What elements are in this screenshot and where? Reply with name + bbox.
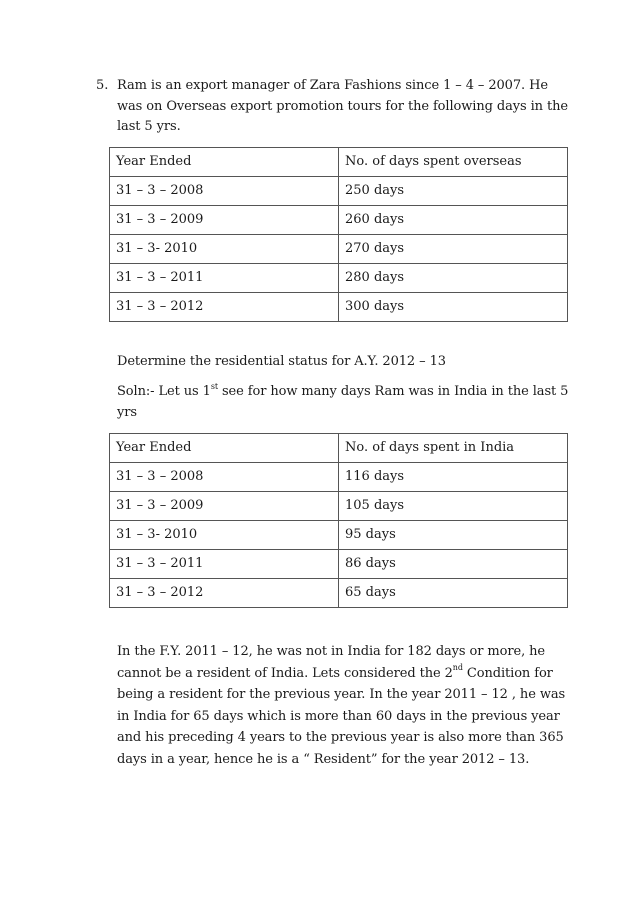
table-row — [110, 492, 568, 521]
table-header-row — [110, 148, 568, 177]
year-cell: 31 – 3 – 2011 — [110, 264, 339, 293]
ordinal-superscript: nd — [452, 663, 463, 673]
question-number: 5. — [96, 78, 109, 93]
table-row — [110, 579, 568, 608]
solution-intro-end: see for how many days Ram was in India in the last 5 yrs — [117, 384, 569, 420]
conclusion-start: In the F.Y. 2011 – 12, he was not in India for 182 days or more, he cannot be a resident of India. Lets considered the 2 — [117, 644, 546, 681]
solution-intro — [117, 382, 569, 423]
table-header-row — [110, 434, 568, 463]
year-cell: 31 – 3 – 2012 — [110, 293, 339, 322]
year-cell: 31 – 3 – 2012 — [110, 579, 339, 608]
days-cell: 95 days — [339, 521, 568, 550]
year-cell: 31 – 3 – 2009 — [110, 492, 339, 521]
header-days-overseas: No. of days spent overseas — [339, 148, 568, 177]
table-row — [110, 264, 568, 293]
conclusion-paragraph — [117, 641, 569, 771]
question-text: Ram is an export manager of Zara Fashions since 1 – 4 – 2007. He was on Overseas export promotion tours for the following days in the last 5 yrs. — [117, 78, 568, 134]
days-cell: 260 days — [339, 206, 568, 235]
conclusion-end: Condition for being a resident for the previous year. In the year 2011 – 12 , he was in India for 65 days which is more than 60 days in the previous year and his preceding 4 years to the previous year is also more than 365 days in a year, hence he is a “ Resident” for the year 2012 – 13. — [117, 665, 566, 767]
india-days-table — [109, 433, 568, 608]
header-year-ended: Year Ended — [110, 148, 339, 177]
year-cell: 31 – 3 – 2008 — [110, 463, 339, 492]
overseas-days-table — [109, 147, 568, 322]
days-cell: 116 days — [339, 463, 568, 492]
days-cell: 270 days — [339, 235, 568, 264]
year-cell: 31 – 3 – 2009 — [110, 206, 339, 235]
days-cell: 300 days — [339, 293, 568, 322]
year-cell: 31 – 3 – 2011 — [110, 550, 339, 579]
table-row — [110, 293, 568, 322]
table-row — [110, 177, 568, 206]
ordinal-superscript: st — [210, 381, 218, 391]
table-row — [110, 235, 568, 264]
days-cell: 280 days — [339, 264, 568, 293]
solution-intro-start: Soln:- Let us 1 — [117, 384, 211, 399]
year-cell: 31 – 3 – 2008 — [110, 177, 339, 206]
year-cell: 31 – 3- 2010 — [110, 521, 339, 550]
days-cell: 86 days — [339, 550, 568, 579]
days-cell: 65 days — [339, 579, 568, 608]
table-row — [110, 206, 568, 235]
header-year-ended: Year Ended — [110, 434, 339, 463]
header-days-india: No. of days spent in India — [339, 434, 568, 463]
table-row — [110, 521, 568, 550]
days-cell: 105 days — [339, 492, 568, 521]
task-text: Determine the residential status for A.Y. 2012 – 13 — [117, 354, 446, 369]
table-row — [110, 550, 568, 579]
days-cell: 250 days — [339, 177, 568, 206]
table-row — [110, 463, 568, 492]
year-cell: 31 – 3- 2010 — [110, 235, 339, 264]
